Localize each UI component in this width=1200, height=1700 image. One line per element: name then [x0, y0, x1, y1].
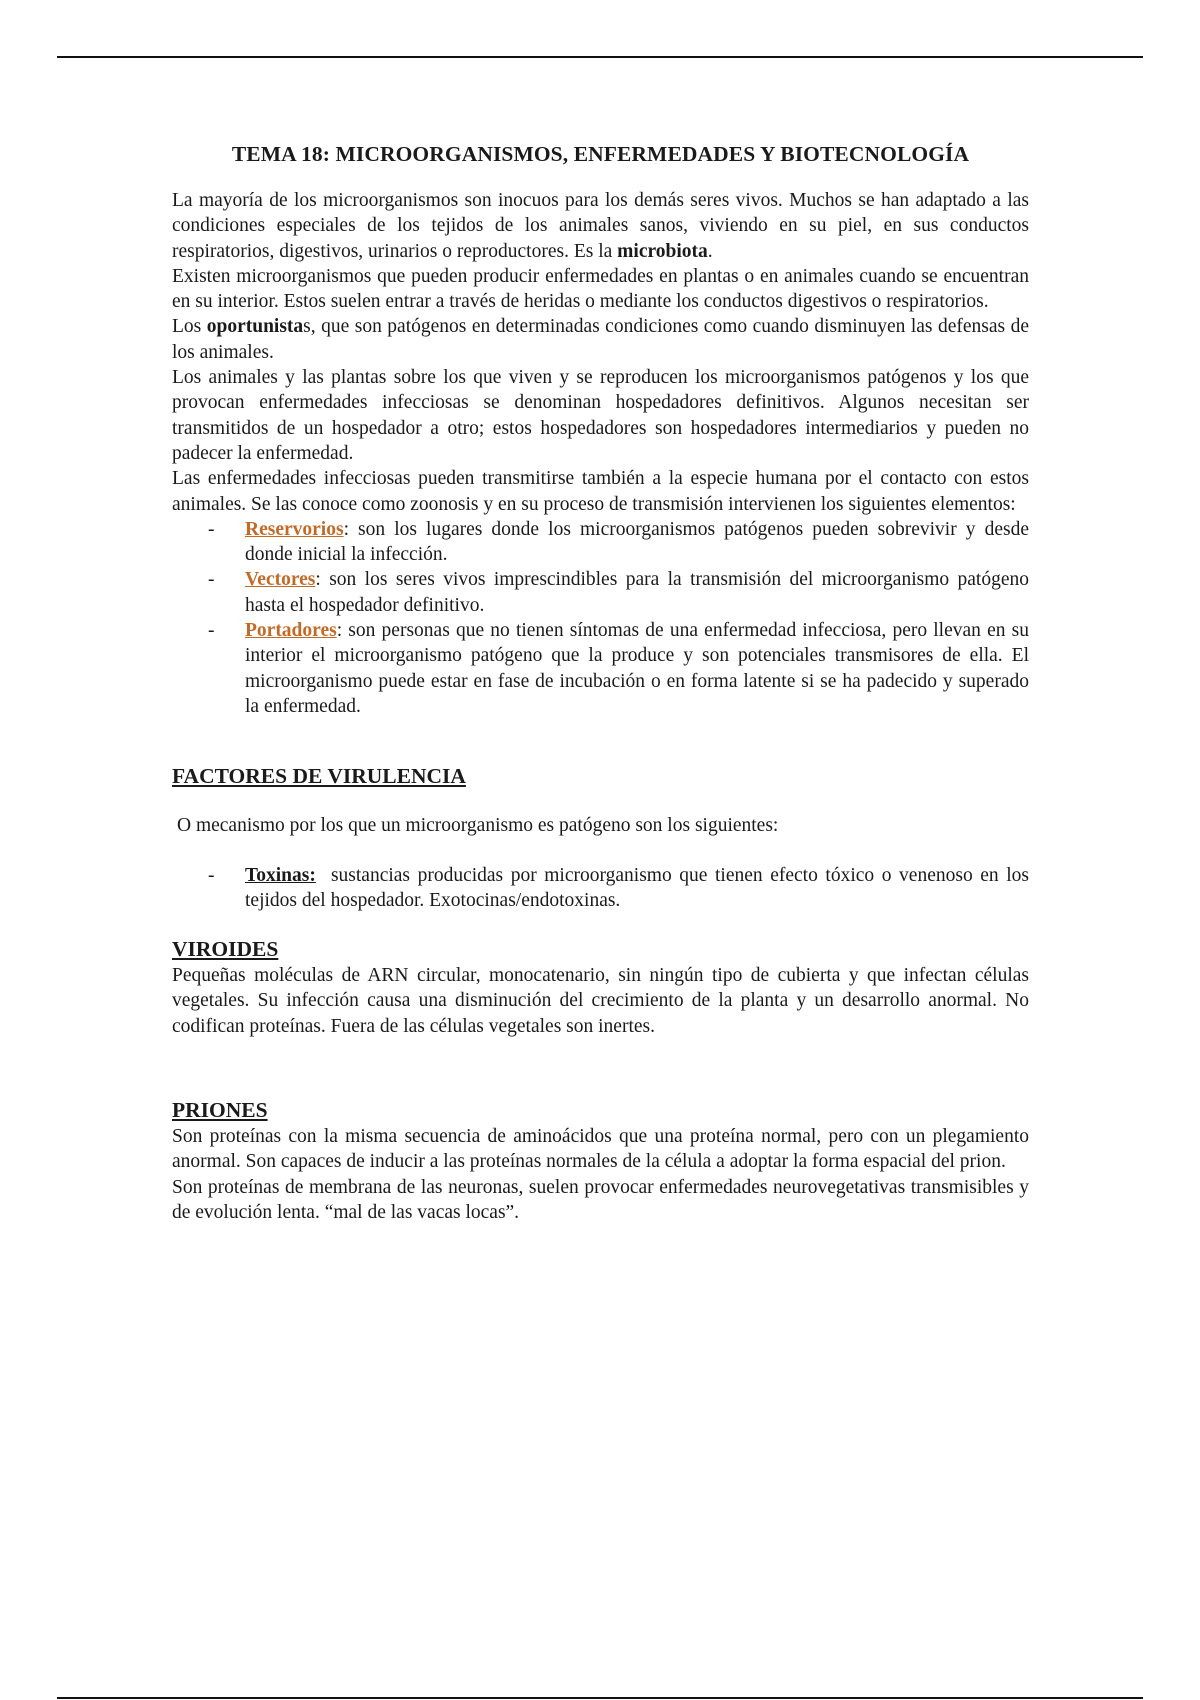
oportunistas-term: oportunista	[206, 316, 304, 338]
microbiota-term: microbiota	[617, 240, 708, 262]
intro-p3-text: s, que son patógenos en determinadas condiciones como cuando disminuyen las defensas de los animales.	[172, 316, 1030, 363]
reservorios-text: : son los lugares donde los microorganismos patógenos pueden sobrevivir y desde donde inicial la infección.	[245, 518, 1029, 566]
toxinas-text: sustancias producidas por microorganismo que tienen efecto tóxico o venenoso en los tejidos del hospedador. Exotocinas/endotoxinas.	[245, 864, 1034, 911]
intro-paragraph-1	[172, 188, 1029, 264]
list-item-reservorios	[172, 517, 1029, 568]
toxinas-term: Toxinas:	[245, 864, 316, 886]
portadores-term: Portadores	[245, 620, 337, 642]
spacer	[172, 790, 1029, 813]
virulence-intro: O mecanismo por los que un microorganismo es patógeno son los siguientes:	[177, 815, 779, 837]
virulence-heading: FACTORES DE VIRULENCIA	[172, 764, 466, 789]
list-dash: -	[208, 518, 215, 540]
intro-paragraph-3	[172, 314, 1029, 365]
transmission-elements-list	[172, 517, 1029, 719]
intro-paragraph-2: Existen microorganismos que pueden producir enfermedades en plantas o en animales cuando se encuentran en su interior. Estos suelen entrar a través de heridas o mediante los conductos digestivos o respiratorios.	[172, 265, 1029, 313]
priones-section	[172, 1097, 1029, 1225]
list-dash: -	[208, 569, 215, 591]
spacer	[172, 1039, 1029, 1097]
intro-p1-end: .	[707, 240, 713, 262]
virulence-section	[172, 763, 1034, 913]
spacer	[172, 913, 1029, 936]
list-item-vectores	[172, 567, 1029, 618]
list-dash: -	[208, 864, 215, 886]
intro-p1-text: La mayoría de los microorganismos son inocuos para los demás seres vivos. Muchos se han adaptado a las condiciones especiales de los tejidos de los animales sanos, viviendo en su piel, en sus conductos respiratorios, digestivos, urinarios o reproductores. Es la	[172, 190, 1029, 262]
list-item-portadores	[172, 618, 1029, 719]
priones-paragraph-1: Son proteínas con la misma secuencia de aminoácidos que una proteína normal, pero con un plegamiento anormal. Son capaces de inducir a las proteínas normales de la célula a adoptar la forma espacial del prion.	[172, 1126, 1029, 1173]
bottom-rule	[57, 1697, 1143, 1699]
list-dash: -	[208, 620, 215, 642]
intro-paragraph-5: Las enfermedades infecciosas pueden transmitirse también a la especie humana por el contacto con estos animales. Se las conoce como zoonosis y en su proceso de transmisión intervienen los siguientes elementos:	[172, 468, 1029, 515]
reservorios-term: Reservorios	[245, 518, 344, 540]
intro-section	[172, 188, 1029, 719]
intro-paragraph-4: Los animales y las plantas sobre los que viven y se reproducen los microorganismos patógenos y los que provocan enfermedades infecciosas se denominan hospedadores definitivos. Algunos necesitan ser transmitidos de un hospedador a otro; estos hospedadores son hospedadores intermediarios y pueden no padecer la enfermedad.	[172, 367, 1029, 464]
top-rule	[57, 56, 1143, 58]
spacer	[172, 719, 1029, 763]
viroides-heading: VIROIDES	[172, 937, 279, 962]
priones-heading: PRIONES	[172, 1098, 268, 1123]
vectores-text: : son los seres vivos imprescindibles para la transmisión del microorganismo patógeno hasta el hospedador definitivo.	[245, 569, 1029, 616]
priones-paragraph-2: Son proteínas de membrana de las neuronas, suelen provocar enfermedades neurovegetativas transmisibles y de evolución lenta. “mal de las vacas locas”.	[172, 1176, 1029, 1223]
virulence-list	[172, 863, 1034, 914]
page-title: TEMA 18: MICROORGANISMOS, ENFERMEDADES Y BIOTECNOLOGÍA	[231, 142, 970, 166]
list-item-toxinas	[172, 863, 1034, 914]
viroides-section	[172, 936, 1029, 1039]
spacer	[172, 839, 1029, 863]
intro-p3-start: Los	[172, 316, 207, 338]
viroides-paragraph: Pequeñas moléculas de ARN circular, monocatenario, sin ningún tipo de cubierta y que infectan células vegetales. Su infección causa una disminución del crecimiento de la planta y un desarrollo anormal. No codifican proteínas. Fuera de las células vegetales son inertes.	[172, 965, 1029, 1037]
vectores-term: Vectores	[245, 569, 316, 591]
portadores-text: : son personas que no tienen síntomas de una enfermedad infecciosa, pero llevan en su interior el microorganismo patógeno que la produce y son potenciales transmisores de ella. El microorganismo puede estar en fase de incubación o en forma latente si se ha padecido y superado la enfermedad.	[245, 620, 1029, 717]
document-page	[172, 140, 1034, 1225]
